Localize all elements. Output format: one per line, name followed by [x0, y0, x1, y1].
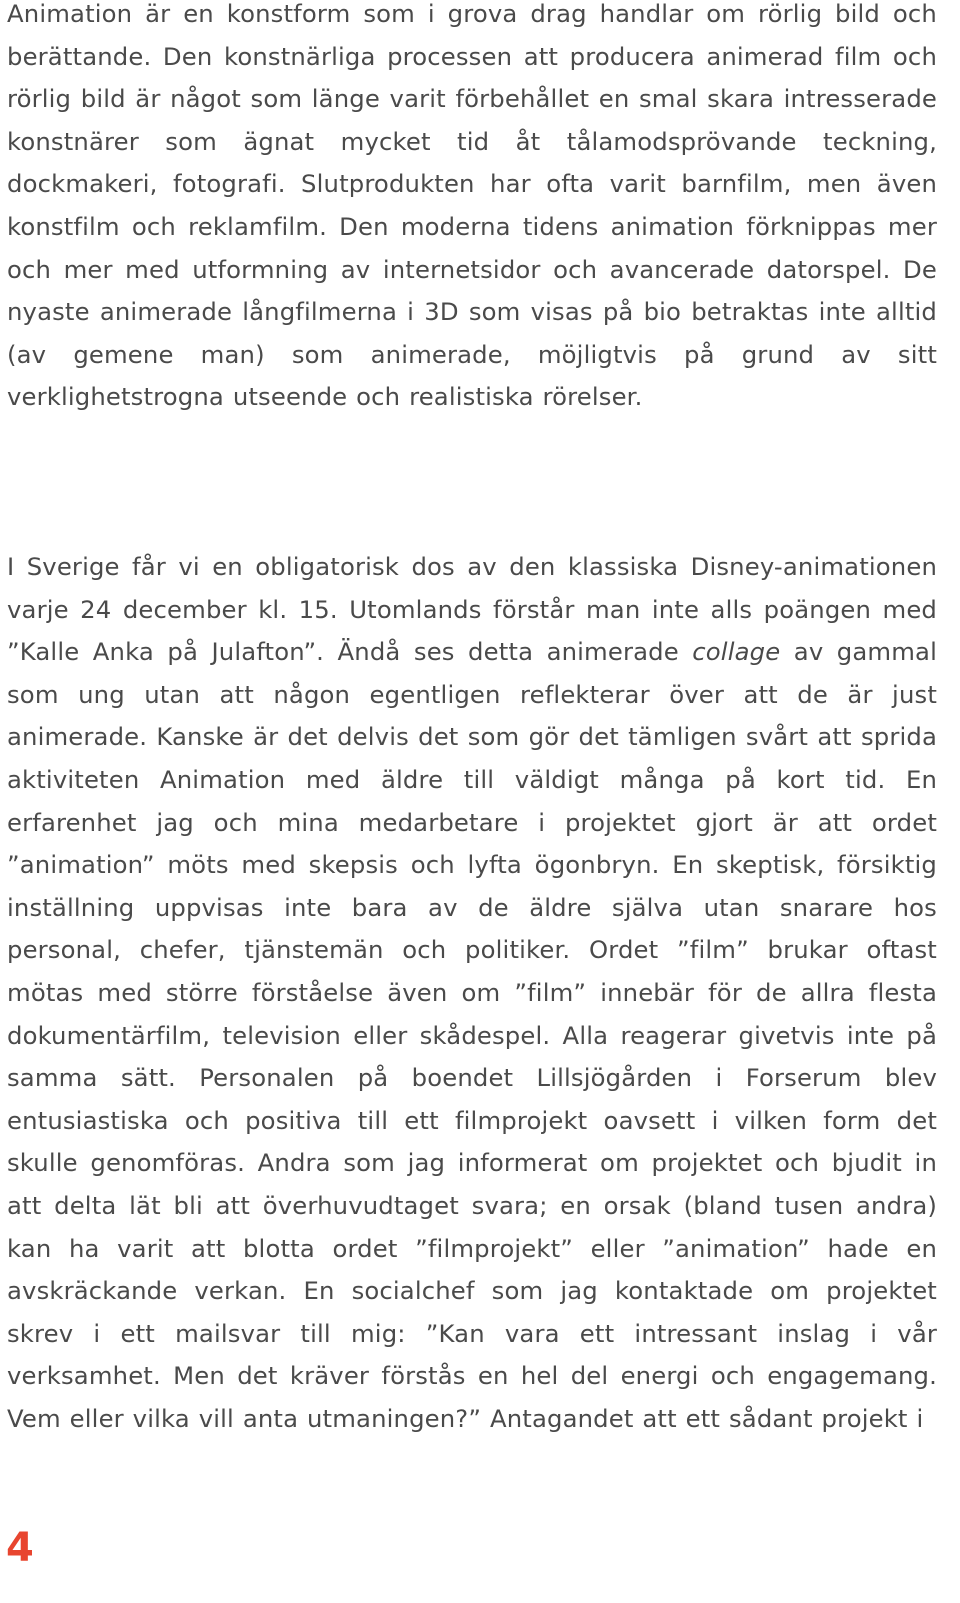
paragraph-2-text-end: av gammal som ung utan att någon egentligen reflekterar över att de är just animerade. Kanske är det delvis det som gör det tämligen svårt att sprida aktiviteten Animation med äldre till väldigt många på kort tid. En erfarenhet jag och mina medarbetare i projektet gjort är att ordet ”animation” möts med skepsis och lyfta ögonbryn. En skeptisk, försiktig inställning uppvisas inte bara av de äldre själva utan snarare hos personal, chefer, tjänstemän och politiker. Ordet ”film” brukar oftast mötas med större förståelse även om ”film” innebär för de allra flesta dokumentärfilm, television eller skådespel. Alla reagerar givetvis inte på samma sätt. Personalen på boendet Lillsjögården i Forserum blev entusiastiska och positiva till ett filmprojekt oavsett i vilken form det skulle genomföras. Andra som jag informerat om projektet och bjudit in att delta lät bli att överhuvudtaget svara; en orsak (bland tusen andra) kan ha varit att blotta ordet ”filmprojekt” eller ”animation” hade en avskräckande verkan. En socialchef som jag kontaktade om projektet skrev i ett mailsvar till mig: ”Kan vara ett intressant inslag i vår verksamhet. Men det kräver förstås en hel del energi och engagemang. Vem eller vilka vill anta utmaningen?” Antagandet att ett sådant projekt i: [7, 637, 937, 1433]
page-number: 4: [6, 1525, 34, 1571]
italic-term-collage: collage: [692, 637, 781, 667]
body-paragraph-2: [7, 546, 937, 1440]
paragraph-2-text-start: I Sverige får vi en obligatorisk dos av den klassiska Disney-animationen varje 24 december kl. 15. Utomlands förstår man inte alls poängen med ”Kalle Anka på Julafton”. Ändå ses detta animerade: [7, 552, 937, 667]
body-paragraph-1: Animation är en konstform som i grova drag handlar om rörlig bild och berättande. Den konstnärliga processen att producera animerad film och rörlig bild är något som länge varit förbehållet en smal skara intresserade konstnärer som ägnat mycket tid åt tålamodsprövande teckning, dockmakeri, fotografi. Slutprodukten har ofta varit barnfilm, men även konstfilm och reklamfilm. Den moderna tidens animation förknippas mer och mer med utformning av internetsidor och avancerade datorspel. De nyaste animerade långfilmerna i 3D som visas på bio betraktas inte alltid (av gemene man) som animerade, möjligtvis på grund av sitt verklighetstrogna utseende och realistiska rörelser.: [7, 0, 937, 412]
